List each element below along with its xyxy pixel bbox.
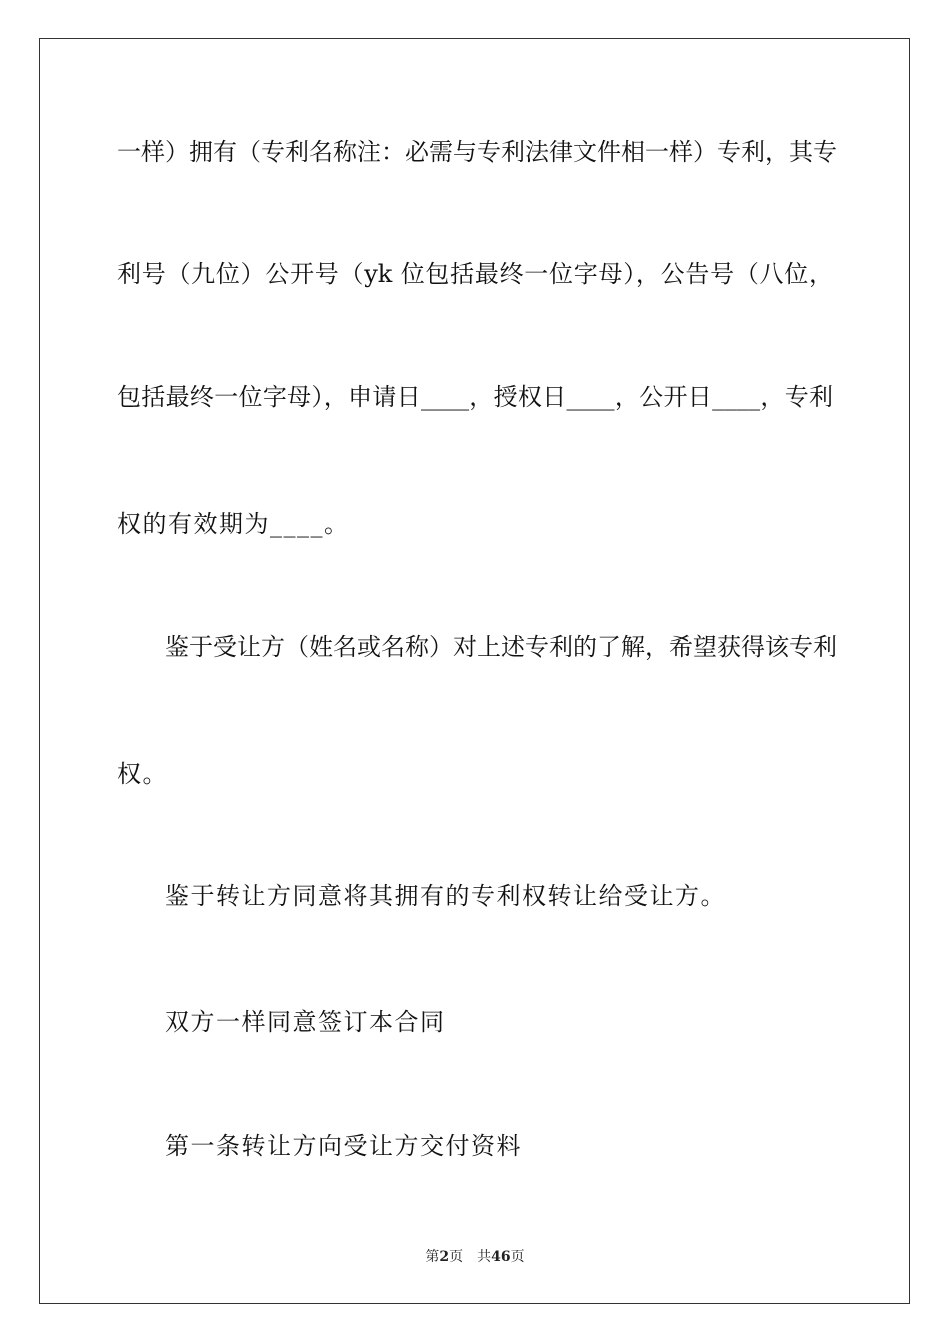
footer-total-prefix: 共 (477, 1249, 492, 1265)
body-line-4: 权的有效期为____。 (117, 510, 350, 538)
body-line-2: 利号（九位）公开号（yk 位包括最终一位字母），公告号（八位， (117, 260, 833, 288)
footer-page-number: 2 (439, 1249, 450, 1265)
footer-total-pages: 46 (491, 1249, 511, 1265)
page-footer (0, 1248, 950, 1266)
paragraph-line-4: 双方一样同意签订本合同 (165, 1008, 446, 1036)
footer-page-prefix: 第 (425, 1249, 440, 1265)
page-border (39, 38, 910, 1304)
paragraph-line-2: 权。 (117, 760, 168, 788)
body-line-3: 包括最终一位字母），申请日____，授权日____，公开日____，专利 (117, 383, 833, 411)
footer-total-suffix: 页 (510, 1249, 525, 1265)
paragraph-line-3: 鉴于转让方同意将其拥有的专利权转让给受让方。 (165, 882, 726, 910)
body-line-1: 一样）拥有（专利名称注：必需与专利法律文件相一样）专利，其专 (117, 138, 837, 166)
footer-page-suffix: 页 (449, 1249, 464, 1265)
paragraph-line-5: 第一条转让方向受让方交付资料 (165, 1132, 522, 1160)
paragraph-line-1: 鉴于受让方（姓名或名称）对上述专利的了解，希望获得该专利 (165, 633, 837, 661)
